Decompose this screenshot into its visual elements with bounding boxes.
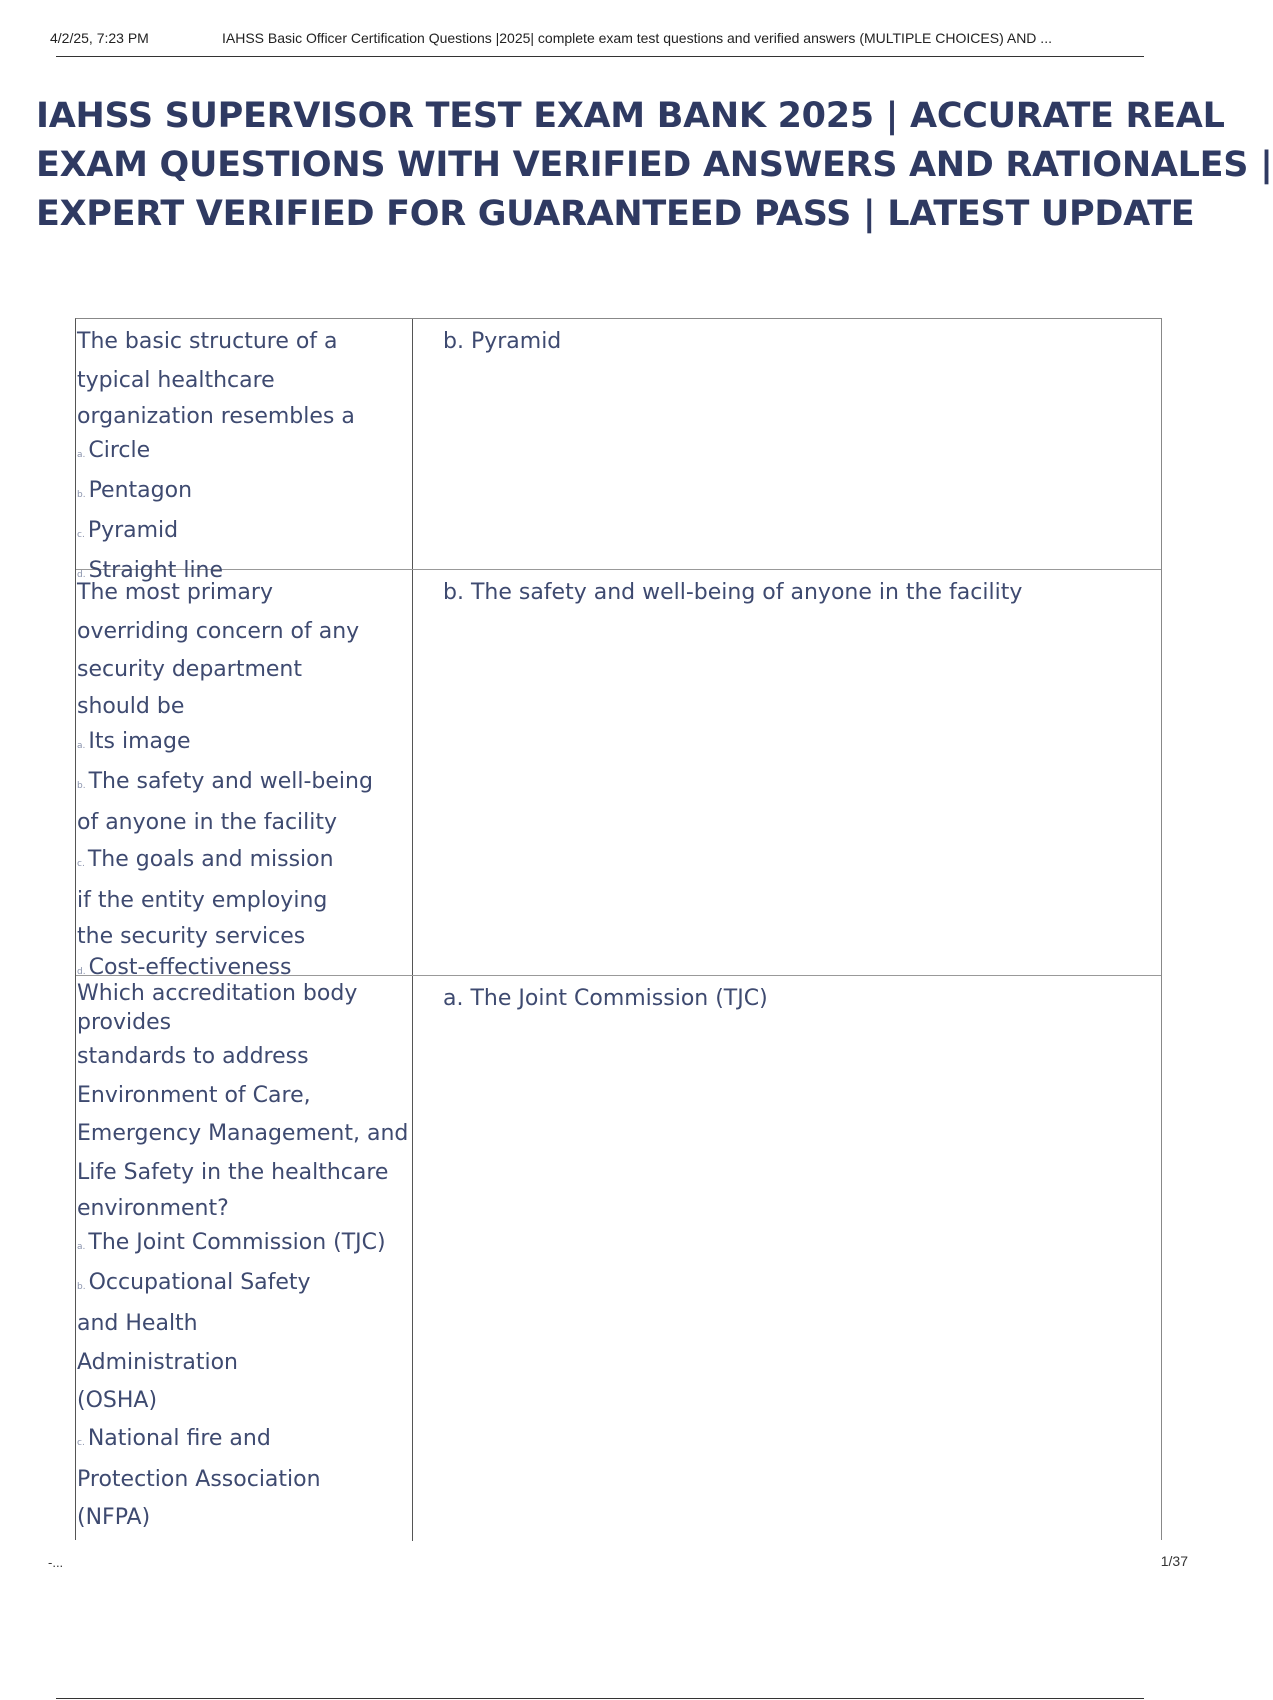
option-marker: b. <box>77 780 86 791</box>
option-item <box>77 724 412 764</box>
option-text-line: (OSHA) <box>77 1388 158 1413</box>
option-text: Straight line <box>88 558 224 583</box>
option-marker: c. <box>77 530 85 540</box>
option-marker: d. <box>77 570 86 580</box>
option-text: The safety and well-being <box>88 768 373 794</box>
option-text-line: if the entity employing <box>77 888 328 913</box>
option-text: Circle <box>88 438 151 463</box>
option-marker: a. <box>77 740 86 751</box>
print-header <box>50 28 1150 52</box>
option-item <box>77 1421 412 1461</box>
question-text-line: Which accreditation body <box>77 981 358 1006</box>
option-text: Occupational Safety <box>88 1270 311 1295</box>
option-text-line: the security services <box>77 923 306 949</box>
question-text-line: provides <box>77 1010 172 1035</box>
option-text: National fire and <box>87 1425 271 1451</box>
question-text-line: security department <box>77 657 302 682</box>
answer-cell <box>413 976 1161 1541</box>
option-item <box>77 1225 412 1265</box>
option-text: The Joint Commission (TJC) <box>88 1230 386 1255</box>
question-text-line: Environment of Care, <box>77 1082 311 1108</box>
option-text-line: Administration <box>77 1349 238 1375</box>
question-text-line: overriding concern of any <box>77 618 360 644</box>
option-marker: a. <box>77 1242 86 1252</box>
print-footer-url: -... <box>48 1555 64 1570</box>
option-text: Pentagon <box>88 478 193 503</box>
header-divider <box>56 56 1144 57</box>
question-text-line: The basic structure of a <box>77 329 338 354</box>
table-row <box>76 976 1161 1541</box>
option-marker: c. <box>77 1437 85 1448</box>
option-item <box>77 433 412 473</box>
answer-cell <box>413 570 1161 975</box>
document-title-line: EXAM QUESTIONS WITH VERIFIED ANSWERS AND RATIONALES | <box>36 145 1273 185</box>
option-item <box>77 513 412 553</box>
question-cell <box>76 976 413 1541</box>
document-title-line: IAHSS SUPERVISOR TEST EXAM BANK 2025 | ACCURATE REAL <box>36 96 1225 136</box>
option-marker: b. <box>77 490 86 500</box>
question-text-line: organization resembles a <box>77 404 355 429</box>
question-text-line: standards to address <box>77 1044 309 1069</box>
option-text: Pyramid <box>87 518 179 543</box>
table-row <box>76 319 1161 583</box>
option-marker: d. <box>77 966 86 977</box>
document-title <box>36 92 1273 239</box>
answer-cell <box>413 319 1161 569</box>
answer-text: a. The Joint Commission (TJC) <box>443 986 768 1011</box>
print-page-title: IAHSS Basic Officer Certification Questions |2025| complete exam test questions and verified answers (MULTIPLE CHOICES) AND ... <box>222 30 1052 46</box>
option-text: Cost-effectiveness <box>88 954 292 980</box>
option-item <box>77 842 412 882</box>
option-text: The goals and mission <box>87 847 334 872</box>
page-number: 1/37 <box>1160 1553 1188 1569</box>
question-text-line: should be <box>77 693 185 719</box>
option-text-line: and Health <box>77 1311 198 1336</box>
question-answer-table <box>75 318 1162 1540</box>
document-title-line: EXPERT VERIFIED FOR GUARANTEED PASS | LATEST UPDATE <box>36 194 1195 234</box>
option-item <box>77 473 412 513</box>
option-marker: b. <box>77 1282 86 1292</box>
option-marker: c. <box>77 859 85 869</box>
next-page-divider <box>56 1698 1144 1699</box>
question-text-line: Life Safety in the healthcare <box>77 1159 389 1185</box>
question-text-line: The most primary <box>77 580 273 605</box>
table-row <box>76 570 1161 980</box>
option-text-line: (NFPA) <box>77 1505 151 1530</box>
option-text-line: Protection Association <box>77 1466 321 1492</box>
question-text-line: Emergency Management, and <box>77 1121 409 1146</box>
option-text-line: of anyone in the facility <box>77 809 338 835</box>
answer-text: b. Pyramid <box>443 329 562 354</box>
option-text: Its image <box>88 728 191 754</box>
print-date: 4/2/25, 7:23 PM <box>50 30 149 46</box>
question-text-line: typical healthcare <box>77 367 275 393</box>
question-text-line: environment? <box>77 1196 229 1221</box>
question-cell <box>76 570 413 980</box>
answer-text: b. The safety and well-being of anyone in the facility <box>443 580 1023 605</box>
option-item <box>77 1265 412 1305</box>
question-cell <box>76 319 413 583</box>
option-item <box>77 764 412 804</box>
option-marker: a. <box>77 450 86 460</box>
